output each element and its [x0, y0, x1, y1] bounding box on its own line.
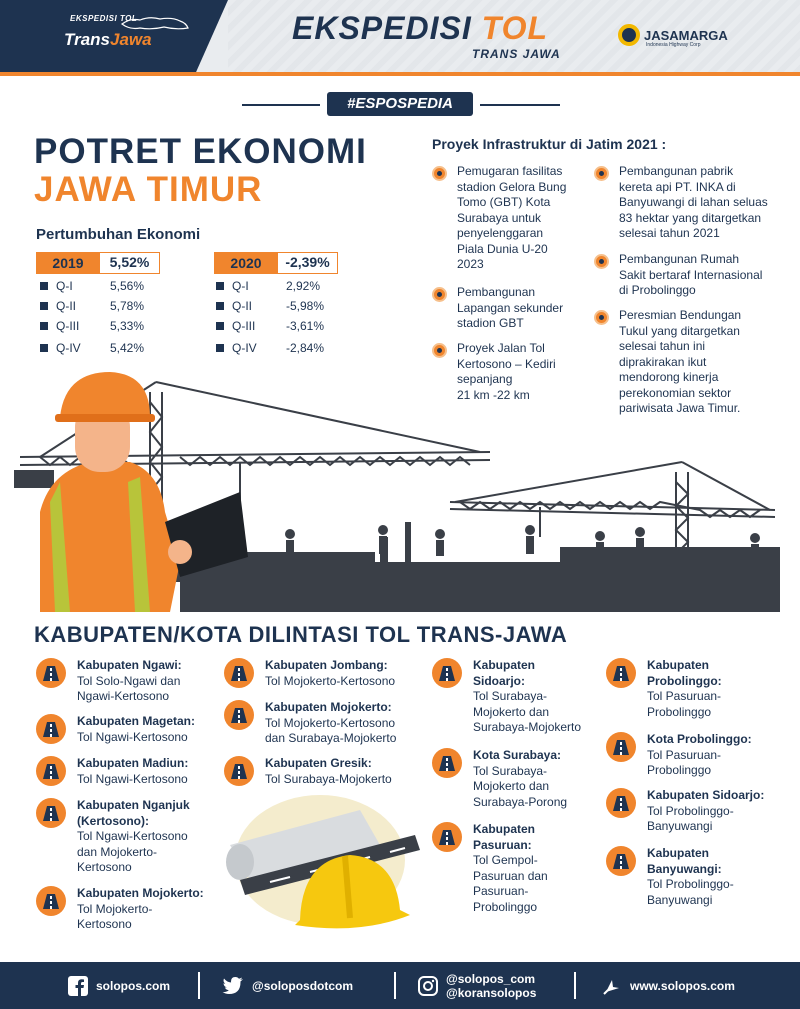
hashtag-badge: #ESPOSPEDIA [327, 92, 473, 116]
header [0, 0, 800, 72]
year-2019-value: 5,52% [100, 252, 160, 274]
project-text: Pembangunan pabrik kereta api PT. INKA di Banyuwangi di lahan seluas 83 hektar yang ditargetkan selesai tahun 2021 [619, 164, 768, 240]
kabupaten-desc: Probolinggo [647, 704, 712, 719]
kabupaten-name: Kabupaten Gresik: [265, 756, 372, 770]
quarter-label: Q-I [232, 279, 249, 293]
kabupaten-desc: Tol Ngawi-Kertosono [77, 829, 188, 843]
project-item [432, 164, 566, 273]
kabupaten-name: Kabupaten Mojokerto: [265, 700, 392, 714]
kabupaten-desc: Tol Surabaya- [473, 763, 548, 778]
kabupaten-name: Kabupaten [473, 658, 536, 672]
project-item [594, 252, 762, 299]
quarter-value: -2,84% [286, 341, 325, 355]
kabupaten-name: Banyuwangi: [647, 861, 722, 876]
website-url: www.solopos.com [630, 978, 735, 993]
project-text: Pemugaran fasilitas stadion Gelora Bung Tomo (GBT) Kota Surabaya untuk penyelenggaran Piala Dunia U-20 2023 [457, 164, 567, 271]
bullet-square [40, 322, 48, 330]
header-divider [0, 72, 800, 76]
year-2020-box [214, 252, 338, 274]
kabupaten-desc: Tol Pasuruan- [647, 689, 722, 703]
sponsor-name: JASAMARGA [644, 27, 728, 43]
kabupaten-desc: Ngawi-Kertosono [77, 689, 170, 703]
kabupaten-name: Kabupaten Sidoarjo: [647, 788, 765, 802]
twitter-link[interactable] [222, 962, 353, 1009]
page-title-line1: POTRET EKONOMI [34, 132, 367, 171]
kabupaten-desc: Banyuwangi [647, 892, 713, 907]
cursor-icon [602, 976, 622, 996]
kabupaten-name: Kabupaten Mojokerto: [77, 886, 204, 900]
quarter-label: Q-IV [56, 341, 81, 355]
quarter-row [40, 340, 144, 356]
road-icon [606, 658, 636, 688]
bullet-icon [594, 310, 609, 325]
road-icon [432, 822, 462, 852]
bullet-square [216, 302, 224, 310]
twitter-icon [222, 976, 244, 996]
road-icon [224, 658, 254, 688]
year-2019-label: 2019 [36, 252, 100, 274]
logo-text [64, 30, 152, 50]
kabupaten-name: Probolinggo: [647, 673, 722, 688]
tag-line-right [480, 104, 560, 106]
facebook-link[interactable] [68, 962, 170, 1009]
twitter-handle: @soloposdotcom [252, 978, 354, 993]
header-title-b: TOL [481, 10, 549, 46]
bullet-icon [594, 166, 609, 181]
kabupaten-item [36, 798, 190, 876]
quarter-value: 5,42% [110, 341, 145, 355]
quarter-value: 5,56% [110, 279, 145, 293]
road-helmet-illustration [210, 790, 430, 940]
road-icon [36, 756, 66, 786]
kabupaten-item [224, 700, 396, 747]
kabupaten-name: Kabupaten [473, 822, 536, 836]
project-text: Pembangunan Rumah Sakit bertaraf Internasional di Probolinggo [619, 252, 763, 297]
kabupaten-item [606, 732, 752, 779]
section-title: KABUPATEN/KOTA DILINTASI TOL TRANS-JAWA [34, 622, 568, 647]
sponsor-logo-icon [618, 24, 640, 46]
kabupaten-desc: Tol Probolinggo- [647, 877, 734, 891]
bullet-square [40, 282, 48, 290]
kabupaten-desc: Tol Solo-Ngawi dan [77, 673, 181, 688]
quarter-label: Q-IV [232, 341, 257, 355]
kabupaten-name: Kabupaten Ngawi: [77, 658, 182, 672]
facebook-icon [68, 976, 88, 996]
kabupaten-desc: Pasuruan- [473, 884, 529, 898]
road-icon [432, 748, 462, 778]
road-icon [432, 658, 462, 688]
quarter-row [216, 318, 324, 334]
bullet-icon [432, 343, 447, 358]
year-2019-box [36, 252, 160, 274]
kabupaten-desc: dan Surabaya-Mojokerto [265, 731, 397, 745]
instagram-handle-2: @koransolopos [446, 985, 537, 1000]
logo-text-a: Trans [64, 30, 110, 49]
quarter-label: Q-II [56, 299, 76, 313]
project-item [432, 285, 563, 332]
quarter-label: Q-III [232, 319, 256, 333]
kabupaten-desc: Tol Surabaya-Mojokerto [265, 771, 392, 786]
facebook-handle: solopos.com [96, 978, 171, 993]
quarter-row [216, 298, 324, 314]
kabupaten-name: Pasuruan: [473, 837, 532, 852]
kabupaten-desc: Pasuruan dan [473, 868, 548, 883]
road-icon [36, 798, 66, 828]
kabupaten-name: Kabupaten [647, 658, 710, 672]
kabupaten-item [432, 748, 567, 810]
quarter-row [216, 278, 320, 294]
kabupaten-name: Sidoarjo: [473, 673, 526, 688]
footer-divider [574, 972, 576, 999]
kabupaten-name: Kota Probolinggo: [647, 732, 752, 746]
quarter-label: Q-I [56, 279, 73, 293]
kabupaten-name: Kabupaten [647, 846, 710, 860]
kabupaten-desc: Kertosono [77, 860, 132, 874]
kabupaten-desc: Tol Ngawi-Kertosono [77, 771, 188, 786]
quarter-row [216, 340, 324, 356]
quarter-value: -3,61% [286, 319, 325, 333]
kabupaten-desc: Mojokerto dan [473, 704, 550, 719]
kabupaten-item [606, 846, 734, 908]
kabupaten-name: Kabupaten Madiun: [77, 756, 189, 770]
road-icon [224, 700, 254, 730]
kabupaten-name: Kota Surabaya: [473, 748, 562, 762]
kabupaten-desc: Probolinggo [647, 763, 712, 777]
kabupaten-desc: Probolinggo [473, 899, 538, 914]
logo-small-text: EKSPEDISI TOL [70, 14, 138, 23]
bullet-square [216, 282, 224, 290]
year-2020-label: 2020 [214, 252, 278, 274]
kabupaten-desc: Banyuwangi [647, 819, 713, 833]
road-icon [606, 846, 636, 876]
sponsor-tagline: Indonesia Highway Corp [646, 42, 701, 48]
quarter-value: 5,78% [110, 299, 145, 313]
kabupaten-desc: Tol Mojokerto- [77, 901, 153, 916]
kabupaten-desc: Tol Gempol- [473, 853, 538, 867]
bullet-square [40, 302, 48, 310]
bullet-square [216, 344, 224, 352]
kabupaten-desc: Mojokerto dan [473, 779, 550, 793]
projects-title: Proyek Infrastruktur di Jatim 2021 : [432, 136, 667, 152]
quarter-label: Q-II [232, 299, 252, 313]
kabupaten-item [224, 756, 392, 787]
header-subtitle: TRANS JAWA [472, 47, 561, 61]
kabupaten-desc: Tol Surabaya- [473, 689, 548, 703]
tag-line-left [242, 104, 320, 106]
kabupaten-name: Kabupaten Jombang: [265, 658, 388, 672]
footer-divider [394, 972, 396, 999]
kabupaten-item [36, 658, 182, 705]
footer [0, 962, 800, 1009]
bullet-square [216, 322, 224, 330]
road-icon [606, 788, 636, 818]
instagram-link[interactable] [418, 962, 536, 1009]
project-text: Pembangunan Lapangan sekunder stadion GBT [457, 285, 564, 330]
quarter-value: 2,92% [286, 279, 321, 293]
kabupaten-desc: Tol Mojokerto-Kertosono [265, 715, 396, 730]
growth-title: Pertumbuhan Ekonomi [36, 226, 201, 243]
road-icon [36, 886, 66, 916]
quarter-label: Q-III [56, 319, 80, 333]
kabupaten-item [606, 788, 764, 835]
kabupaten-desc: Tol Mojokerto-Kertosono [265, 673, 396, 688]
quarter-row [40, 318, 144, 334]
kabupaten-desc: Tol Ngawi-Kertosono [77, 729, 188, 744]
kabupaten-name: Kabupaten Nganjuk [77, 798, 190, 812]
year-2020-value: -2,39% [278, 252, 338, 274]
road-icon [606, 732, 636, 762]
quarter-row [40, 298, 144, 314]
bullet-icon [594, 254, 609, 269]
road-icon [36, 714, 66, 744]
kabupaten-item [432, 822, 548, 915]
instagram-handle-1: @solopos_com [446, 971, 536, 986]
bullet-icon [432, 287, 447, 302]
website-link[interactable] [602, 962, 735, 1009]
kabupaten-desc: Surabaya-Mojokerto [473, 720, 582, 734]
kabupaten-desc: dan Mojokerto- [77, 844, 158, 859]
bullet-square [40, 344, 48, 352]
kabupaten-desc: Tol Probolinggo- [647, 803, 734, 818]
logo-text-b: Jawa [110, 30, 152, 49]
header-title-a: EKSPEDISI [292, 10, 472, 46]
quarter-value: 5,33% [110, 319, 145, 333]
header-title [292, 10, 548, 47]
kabupaten-desc: Surabaya-Porong [473, 794, 568, 809]
page-title-line2: JAWA TIMUR [34, 170, 263, 209]
quarter-value: -5,98% [286, 299, 325, 313]
construction-illustration [0, 362, 800, 612]
kabupaten-item [36, 756, 188, 787]
road-icon [224, 756, 254, 786]
project-item [594, 164, 768, 242]
kabupaten-item [224, 658, 395, 689]
footer-divider [198, 972, 200, 999]
instagram-icon [418, 976, 438, 996]
kabupaten-name: (Kertosono): [77, 813, 149, 828]
kabupaten-item [36, 714, 195, 745]
kabupaten-name: Kabupaten Magetan: [77, 714, 196, 728]
road-icon [36, 658, 66, 688]
kabupaten-item [606, 658, 722, 720]
kabupaten-item [432, 658, 581, 736]
project-text: Proyek Jalan Tol Kertosono – Kediri sepanjang 21 km -22 km [457, 341, 556, 402]
bullet-icon [432, 166, 447, 181]
kabupaten-item [36, 886, 204, 933]
kabupaten-desc: Kertosono [77, 917, 132, 931]
project-text: Peresmian Bendungan Tukul yang ditargetkan selesai tahun ini diprakirakan ikut mendorong kinerja perekonomian sektor pariwisata Jawa Timur. [619, 308, 742, 415]
quarter-row [40, 278, 144, 294]
kabupaten-desc: Tol Pasuruan- [647, 747, 722, 762]
